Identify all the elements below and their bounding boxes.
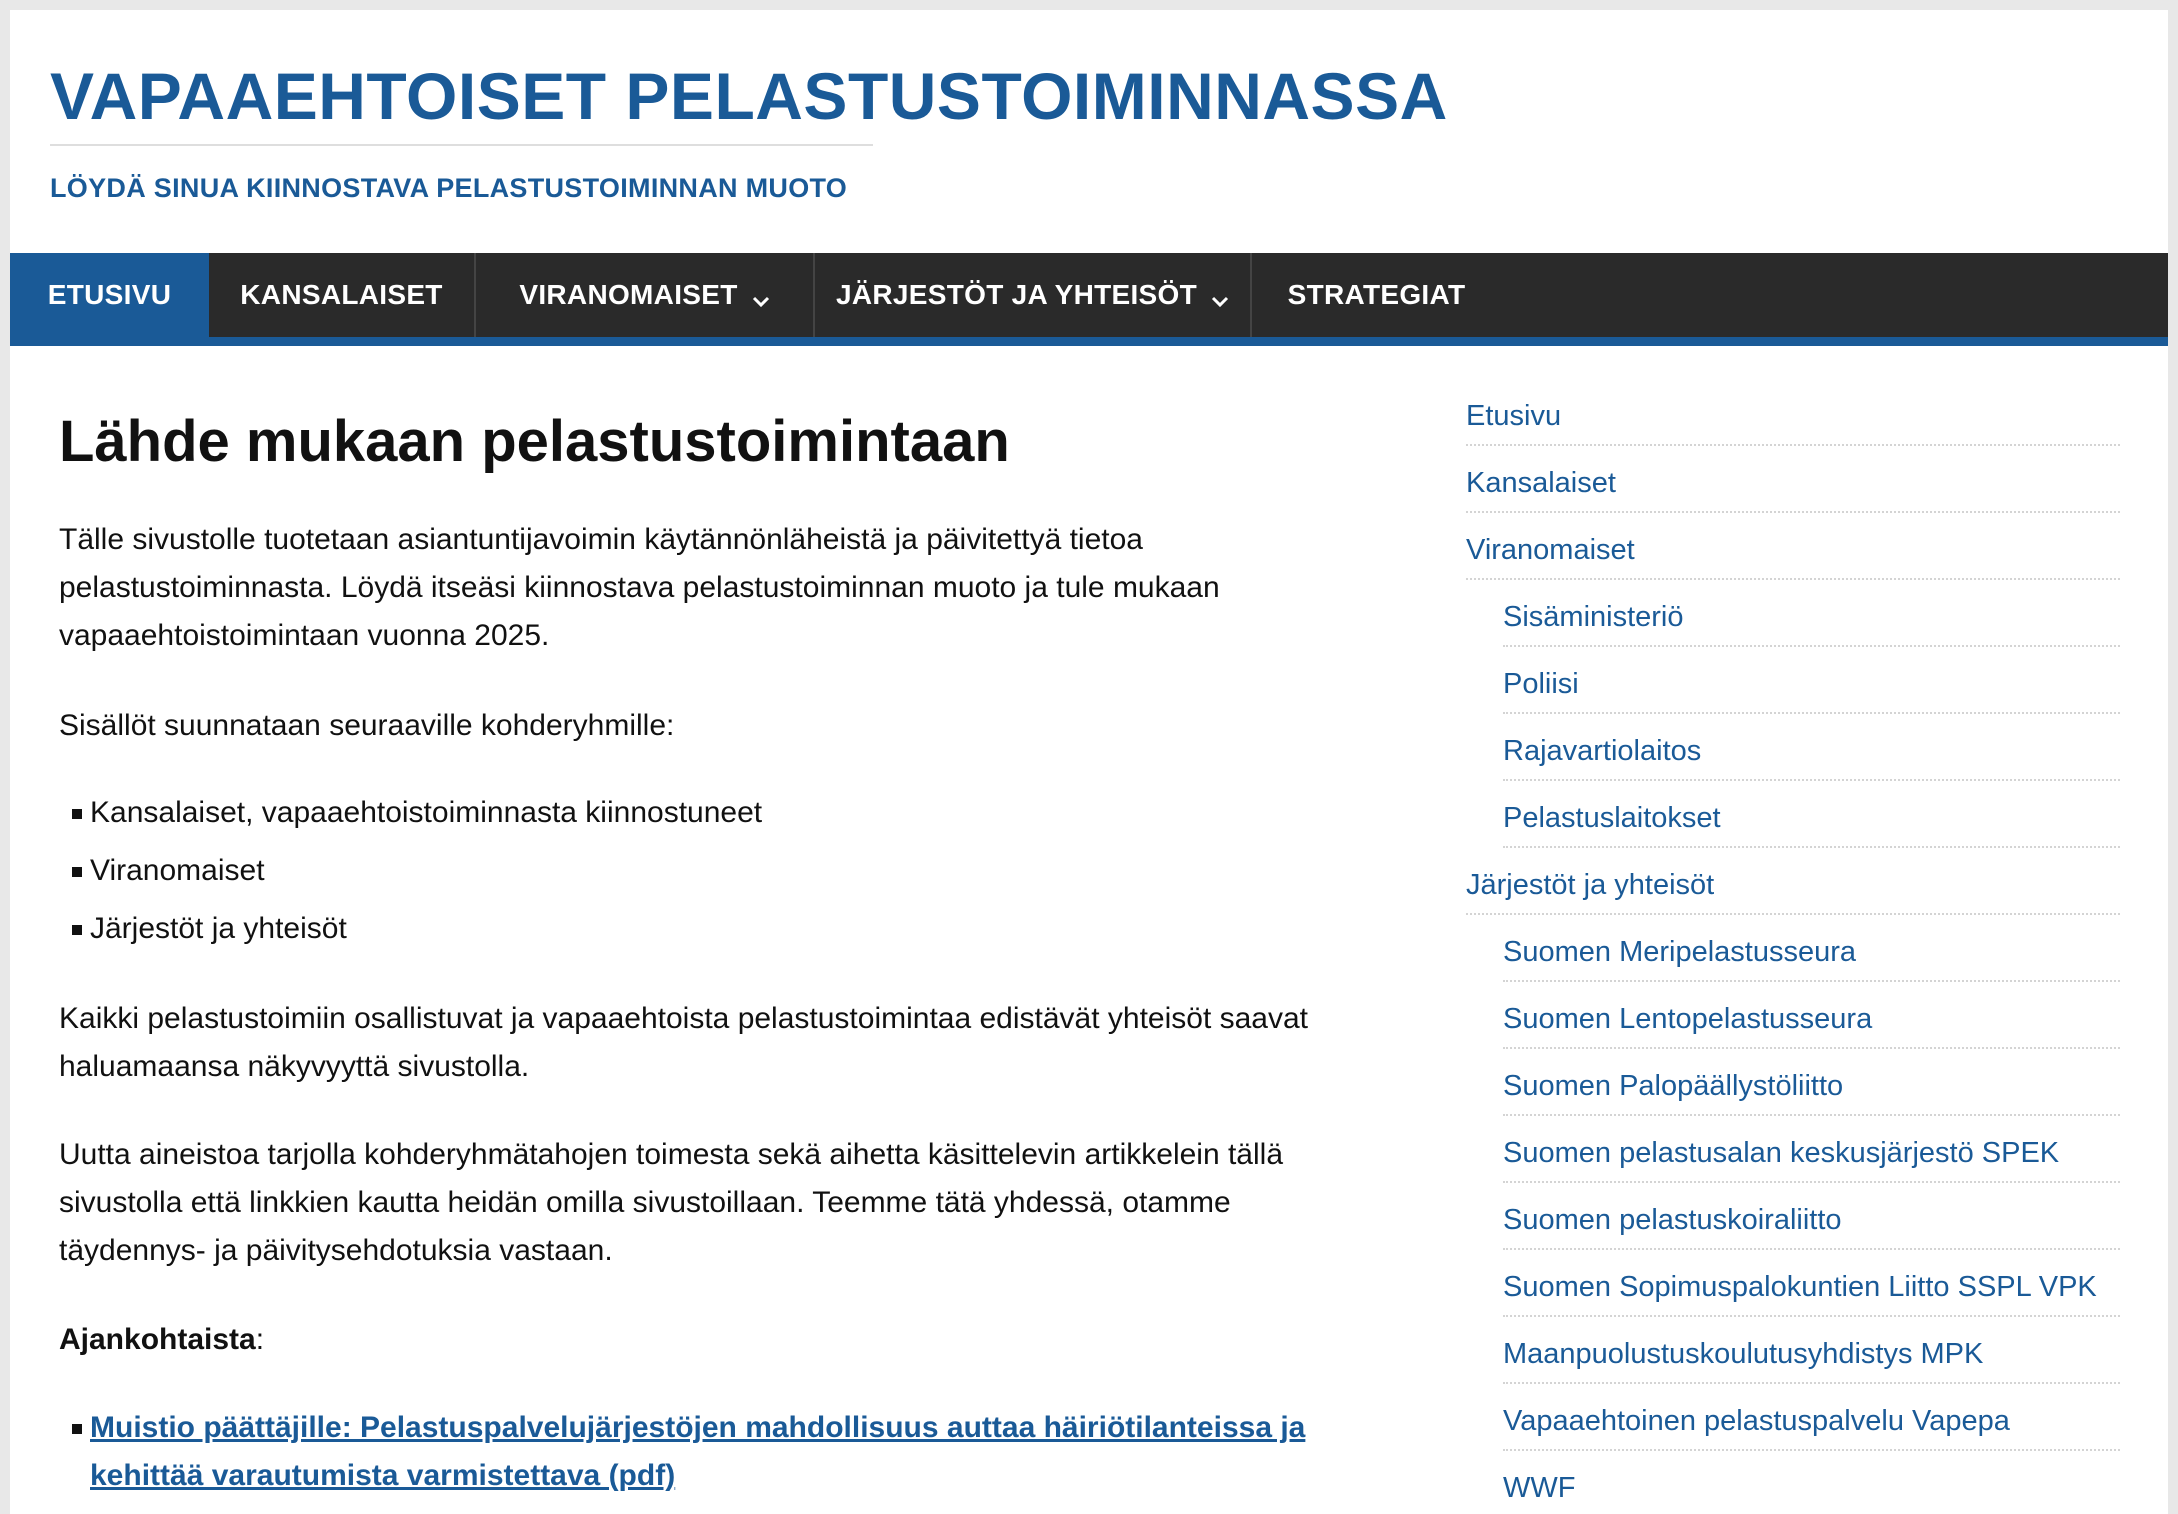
nav-item-label: ETUSIVU	[47, 279, 172, 310]
sidebar-item-label: Suomen Sopimuspalokuntien Liitto SSPL VPK	[1503, 1271, 2097, 1303]
nav-item-label: JÄRJESTÖT JA YHTEISÖT	[835, 279, 1198, 310]
chevron-down-icon	[752, 286, 770, 304]
sidebar-item-label: Kansalaiset	[1466, 467, 1616, 499]
site-title[interactable]: VAPAAEHTOISET PELASTUSTOIMINNASSA	[50, 59, 1448, 133]
text-line: täydennys- ja päivitysehdotuksia vastaan.	[59, 1234, 613, 1267]
sidebar-item-label: Rajavartiolaitos	[1503, 735, 1702, 767]
page-title: Lähde mukaan pelastustoimintaan	[59, 409, 1010, 474]
sidebar-item-label: Suomen Lentopelastusseura	[1503, 1003, 1873, 1035]
list-item	[10, 789, 762, 837]
text-line: sivustolla että linkkien kautta heidän omilla sivustoillaan. Teemme tätä yhdessä, otamme	[59, 1186, 1231, 1219]
sidebar-item-wwf[interactable]	[1503, 1452, 2120, 1514]
title-divider	[50, 144, 873, 146]
sidebar-item-kansalaiset[interactable]	[1466, 447, 2120, 513]
sidebar-item-meripelastusseura[interactable]	[1503, 916, 2120, 982]
nav-item-kansalaiset[interactable]	[209, 253, 476, 337]
sidebar-item-label: Pelastuslaitokset	[1503, 802, 1721, 834]
sidebar-item-sspl-vpk[interactable]	[1503, 1251, 2120, 1317]
sidebar-item-label: Maanpuolustuskoulutusyhdistys MPK	[1503, 1338, 1984, 1370]
nav-item-label: KANSALAISET	[240, 279, 443, 310]
nav-item-strategiat[interactable]	[1252, 253, 1501, 337]
nav-item-viranomaiset[interactable]	[476, 253, 815, 337]
link-line: kehittää varautumista varmistettava (pdf)	[90, 1459, 676, 1492]
text-line: haluamaansa näkyvyyttä sivustolla.	[59, 1050, 530, 1083]
sidebar-item-label: Suomen Palopäällystöliitto	[1503, 1070, 1844, 1102]
bullet-icon	[72, 809, 82, 819]
text-line: Uutta aineistoa tarjolla kohderyhmätahojen toimesta sekä aihetta käsittelevin artikkelein tällä	[59, 1138, 1284, 1171]
sidebar-item-lentopelastusseura[interactable]	[1503, 983, 2120, 1049]
nav-item-jarjestot[interactable]	[815, 253, 1252, 337]
material-paragraph	[59, 1131, 1399, 1275]
news-item	[10, 1404, 1305, 1500]
target-intro: Sisällöt suunnataan seuraaville kohderyhmille:	[59, 709, 675, 742]
nav-item-label: STRATEGIAT	[1287, 279, 1466, 310]
sidebar-item-label: Vapaaehtoinen pelastuspalvelu Vapepa	[1503, 1405, 2010, 1437]
sidebar-item-label: Järjestöt ja yhteisöt	[1466, 869, 1715, 901]
sidebar-item-poliisi[interactable]	[1503, 648, 2120, 714]
list-item	[10, 847, 762, 895]
sidebar-item-palopaallystoliitto[interactable]	[1503, 1050, 2120, 1116]
news-colon: :	[255, 1323, 265, 1356]
sidebar-item-jarjestot[interactable]	[1466, 849, 2120, 915]
text-line: Kaikki pelastustoimiin osallistuvat ja vapaaehtoista pelastustoimintaa edistävät yhteisöt saavat	[59, 1002, 1309, 1035]
sidebar-item-label: Suomen pelastusalan keskusjärjestö SPEK	[1503, 1137, 2060, 1169]
chevron-down-icon	[1211, 286, 1229, 304]
list-item	[10, 905, 762, 953]
sidebar-item-label: WWF	[1503, 1472, 1576, 1504]
main-nav	[10, 253, 2168, 337]
list-item-text: Järjestöt ja yhteisöt	[90, 912, 347, 945]
news-link-muistio[interactable]	[90, 1411, 1305, 1492]
text-line: Tälle sivustolle tuotetaan asiantuntijavoimin käytännönläheistä ja päivitettyä tietoa	[59, 523, 1143, 556]
sidebar-item-vapepa[interactable]	[1503, 1385, 2120, 1451]
sidebar-item-label: Viranomaiset	[1466, 534, 1635, 566]
site-tagline: LÖYDÄ SINUA KIINNOSTAVA PELASTUSTOIMINNAN MUOTO	[50, 173, 848, 203]
sidebar-item-viranomaiset[interactable]	[1466, 514, 2120, 580]
nav-accent-bar	[10, 337, 2168, 346]
intro-paragraph	[59, 516, 1399, 660]
sidebar-item-spek[interactable]	[1503, 1117, 2120, 1183]
bullet-icon	[72, 1424, 82, 1434]
sidebar-item-mpk[interactable]	[1503, 1318, 2120, 1384]
sidebar-item-pelastuskoiraliitto[interactable]	[1503, 1184, 2120, 1250]
text-line: vapaaehtoistoimintaan vuonna 2025.	[59, 619, 550, 652]
news-list	[10, 1404, 1305, 1500]
list-item-text: Viranomaiset	[90, 854, 265, 887]
page	[10, 10, 2168, 1514]
sidebar-item-etusivu[interactable]	[1466, 380, 2120, 446]
nav-item-label: VIRANOMAISET	[519, 279, 738, 310]
sidebar-item-label: Sisäministeriö	[1503, 601, 1684, 633]
target-group-list	[10, 789, 762, 953]
bullet-icon	[72, 867, 82, 877]
sidebar-item-pelastuslaitokset[interactable]	[1503, 782, 2120, 848]
list-item-text: Kansalaiset, vapaaehtoistoiminnasta kiinnostuneet	[90, 796, 763, 829]
sidebar-item-label: Suomen Meripelastusseura	[1503, 936, 1857, 968]
text-line: pelastustoiminnasta. Löydä itseäsi kiinnostava pelastustoiminnan muoto ja tule mukaan	[59, 571, 1220, 604]
link-line: Muistio päättäjille: Pelastuspalvelujärjestöjen mahdollisuus auttaa häiriötilanteissa ja	[90, 1411, 1306, 1444]
bullet-icon	[72, 925, 82, 935]
sidebar-item-label: Suomen pelastuskoiraliitto	[1503, 1204, 1842, 1236]
site-header	[10, 10, 2168, 253]
sidebar-item-label: Etusivu	[1466, 400, 1562, 432]
news-heading	[59, 1316, 1399, 1364]
sidebar-item-rajavartiolaitos[interactable]	[1503, 715, 2120, 781]
nav-item-etusivu[interactable]	[10, 253, 209, 337]
sidebar-item-label: Poliisi	[1503, 668, 1579, 700]
visibility-paragraph	[59, 995, 1399, 1091]
sidebar-item-sisaministerio[interactable]	[1503, 581, 2120, 647]
news-label: Ajankohtaista	[59, 1323, 256, 1356]
